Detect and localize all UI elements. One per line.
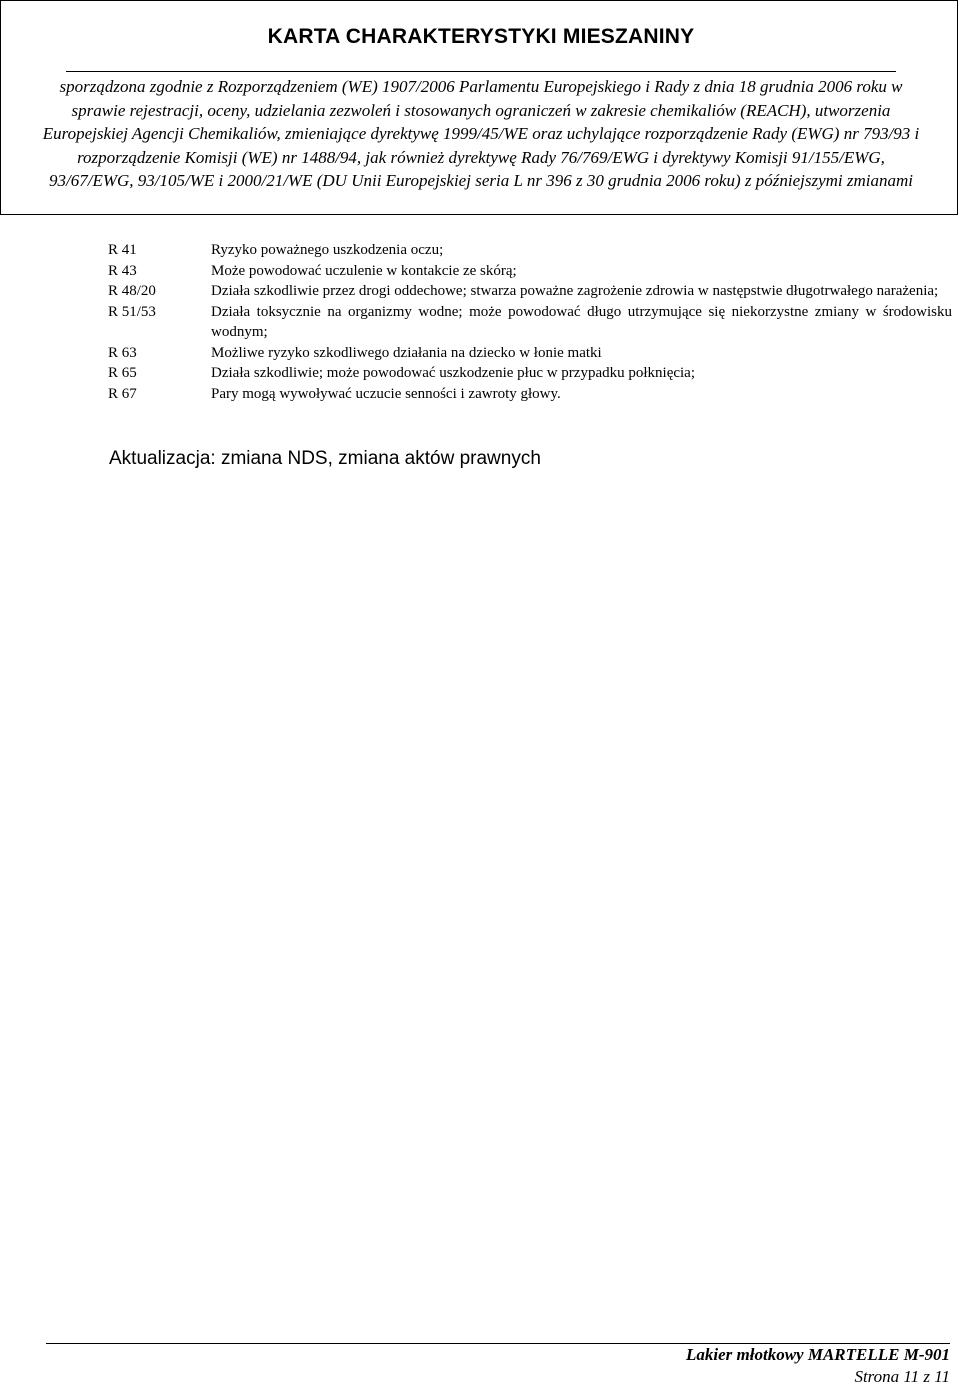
risk-phrase-text: Działa szkodliwie przez drogi oddechowe; stwarza poważne zagrożenie zdrowia w następstwie długotrwałego narażenia; [211,283,939,299]
risk-phrase-text: Działa szkodliwie; może powodować uszkodzenie płuc w przypadku połknięcia; [211,365,696,381]
risk-phrase-row [108,261,952,282]
footer-product-name: Lakier młotkowy MARTELLE M-901 [686,1345,950,1364]
risk-phrase-code: R 48/20 [108,283,156,299]
risk-phrase-code: R 43 [108,262,137,279]
risk-phrases-table [108,240,952,404]
document-title: KARTA CHARAKTERYSTYKI MIESZANINY [267,25,695,48]
risk-phrase-row [108,281,952,302]
risk-phrase-text: Może powodować uczulenie w kontakcie ze skórą; [211,262,517,279]
risk-phrase-code: R 65 [108,365,137,381]
document-header [0,0,958,215]
risk-phrase-row [108,240,952,261]
risk-phrase-code: R 63 [108,344,137,361]
risk-phrase-code: R 51/53 [108,303,156,320]
risk-phrase-text: Możliwe ryzyko szkodliwego działania na dziecko w łonie matki [211,344,602,361]
risk-phrase-row [108,363,952,384]
title-divider [66,71,896,72]
risk-phrase-code: R 41 [108,242,137,258]
risk-phrase-row [108,384,952,405]
risk-phrase-code: R 67 [108,385,137,402]
update-note: Aktualizacja: zmiana NDS, zmiana aktów prawnych [109,448,541,469]
document-subtitle: sporządzona zgodnie z Rozporządzeniem (WE) 1907/2006 Parlamentu Europejskiego i Rady z dnia 18 grudnia 2006 roku w sprawie rejestracji, oceny, udzielania zezwoleń i stosowanych ograniczeń w zakresie chemikaliów (REACH), utworzenia Europejskiej Agencji Chemikaliów, zmieniające dyrektywę 1999/45/WE oraz uchylające rozporządzenie Rady (EWG) nr 793/93 i rozporządzenie Komisji (WE) nr 1488/94, jak również dyrektywę Rady 76/769/EWG i dyrektywy Komisji 91/155/EWG, 93/67/EWG, 93/105/WE i 2000/21/WE (DU Unii Europejskiej seria L nr 396 z 30 grudnia 2006 roku) z późniejszymi zmianami [42,77,920,190]
footer-page-number: Strona 11 z 11 [854,1367,950,1386]
risk-phrase-row [108,302,952,343]
risk-phrase-row [108,343,952,364]
risk-phrase-text: Pary mogą wywoływać uczucie senności i zawroty głowy. [211,385,561,402]
risk-phrase-text: Ryzyko poważnego uszkodzenia oczu; [211,242,444,258]
risk-phrase-text: Działa toksycznie na organizmy wodne; może powodować długo utrzymujące się niekorzystne zmiany w środowisku wodnym; [211,303,952,340]
footer-divider [46,1343,950,1344]
